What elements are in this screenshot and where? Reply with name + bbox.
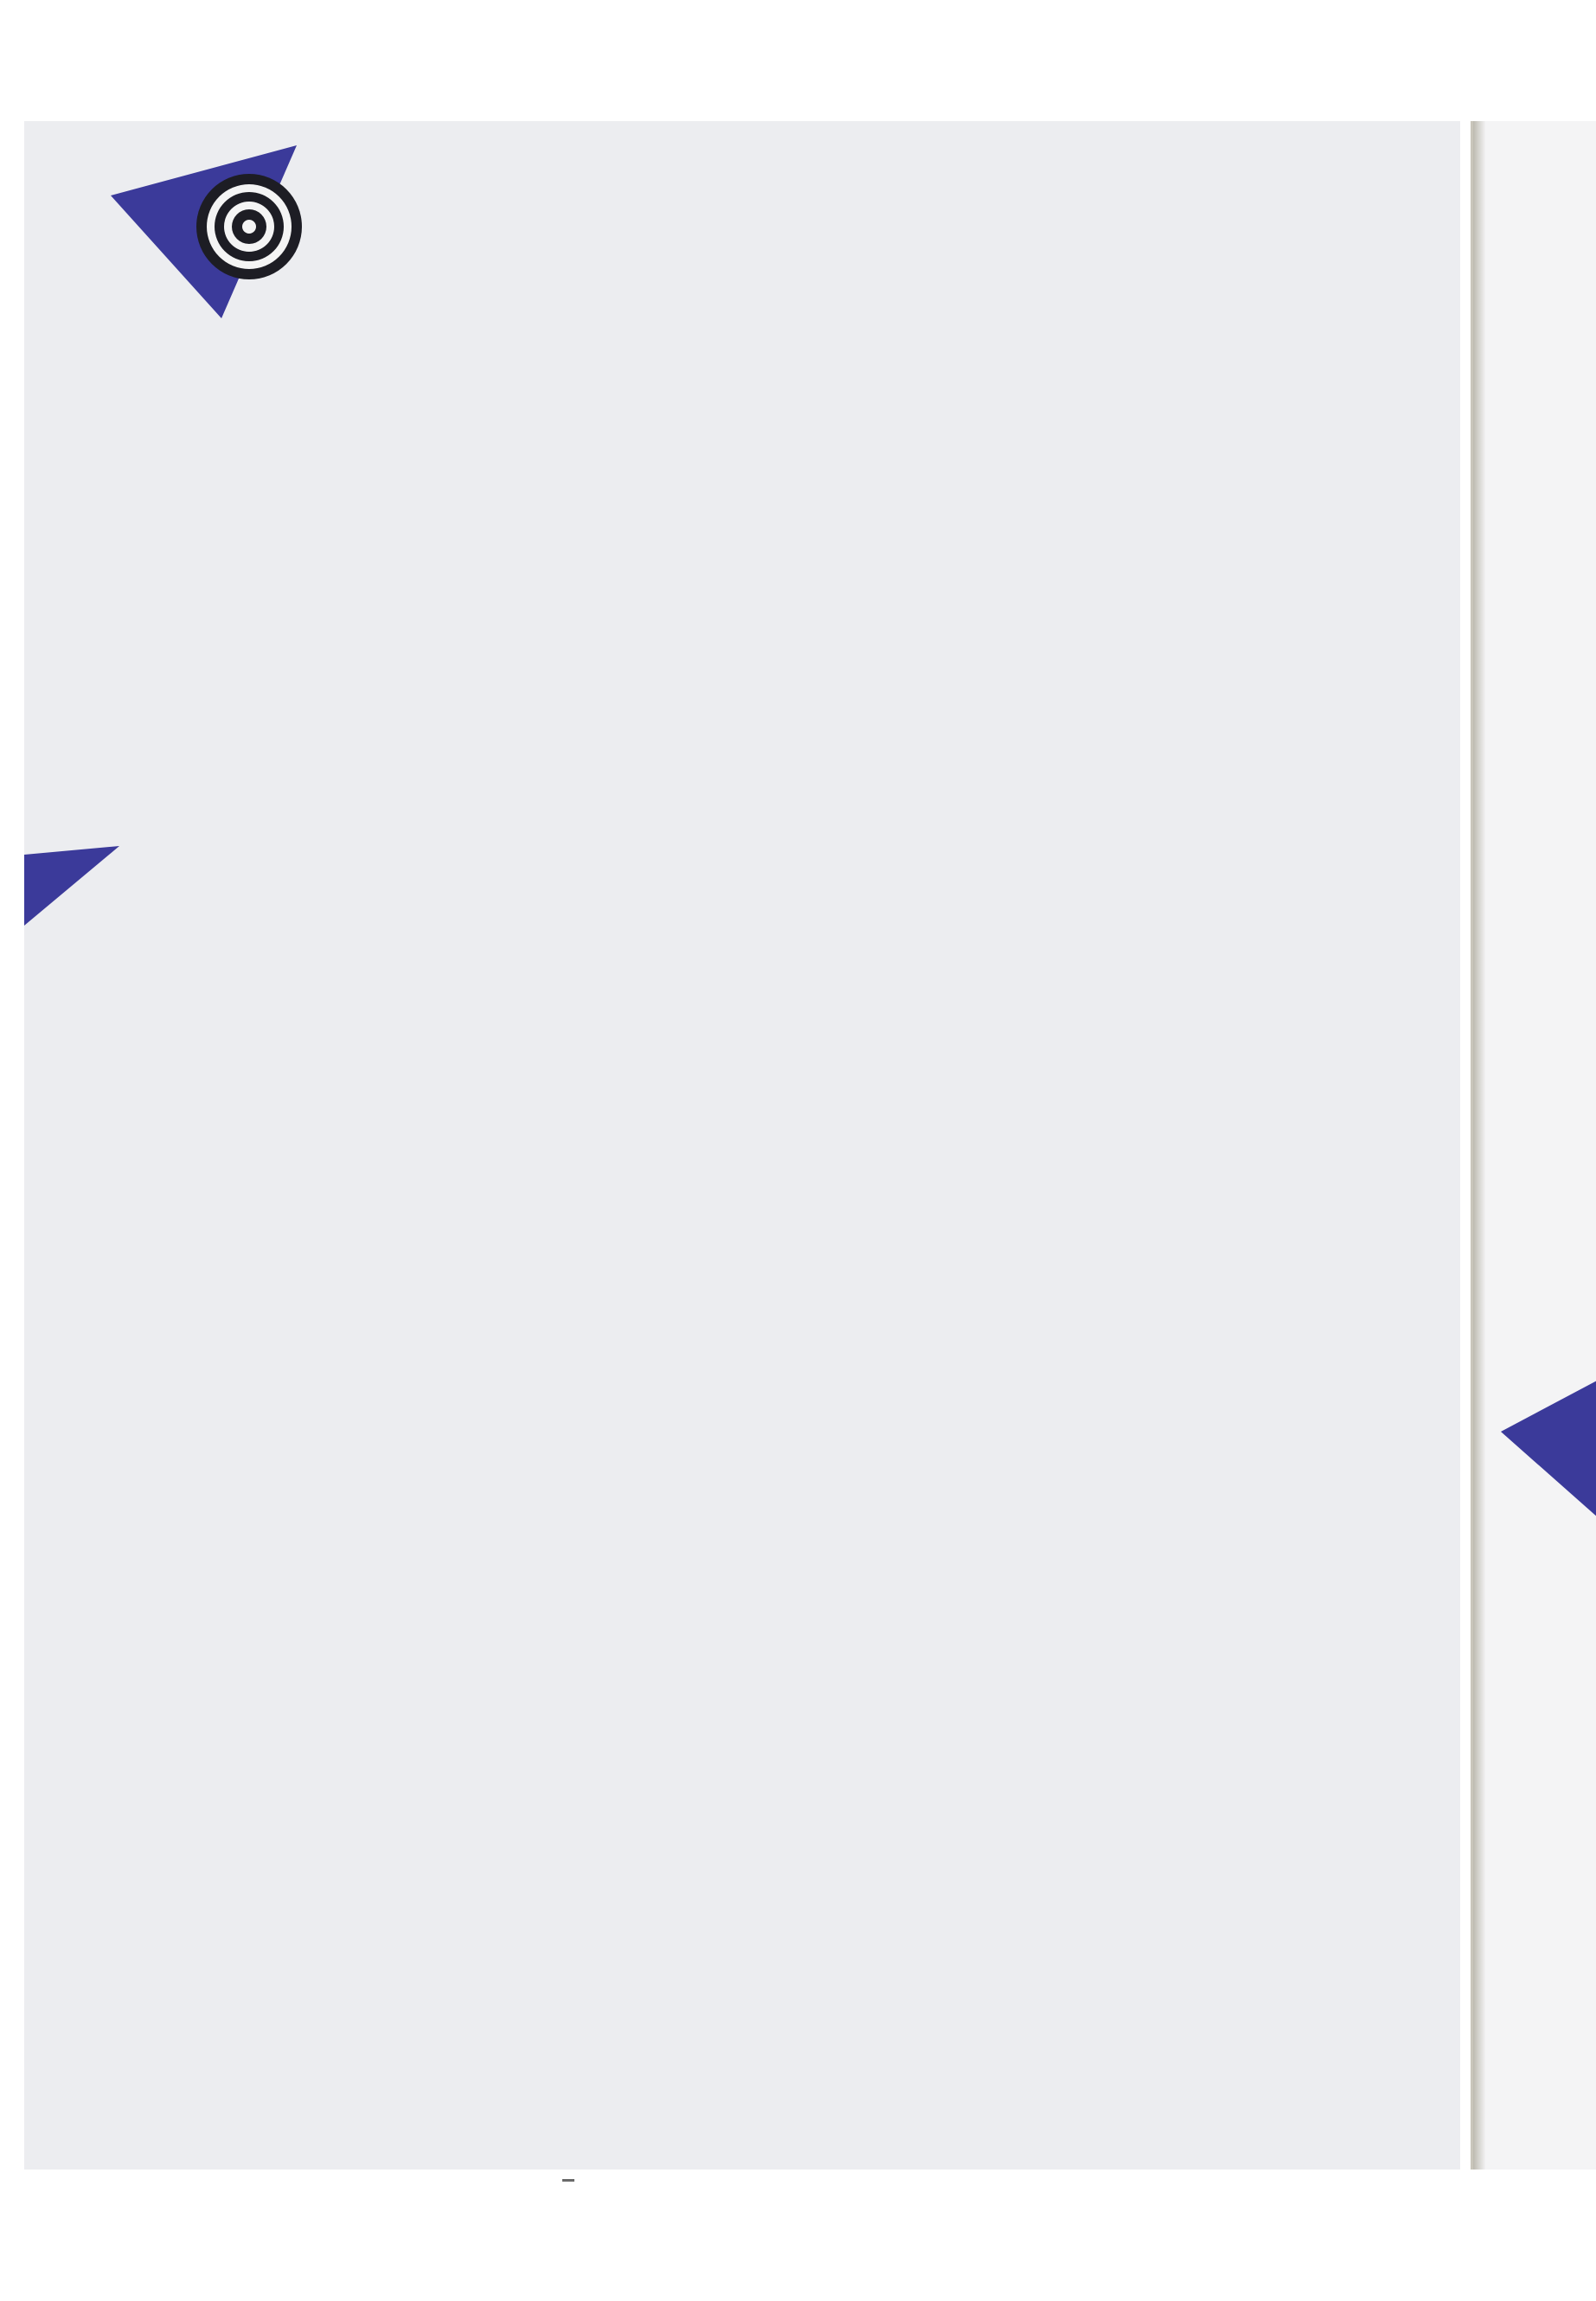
next-page-triangle-icon — [1501, 1380, 1596, 1518]
page-fold — [1473, 121, 1485, 2170]
next-page-edge — [1471, 121, 1596, 2170]
column-2 — [556, 597, 958, 614]
page-number-tab-icon — [24, 846, 119, 926]
target-logo-icon — [111, 145, 353, 318]
column-1 — [134, 592, 536, 609]
scan-mark — [562, 2179, 574, 2182]
magazine-page — [24, 121, 1460, 2170]
column-3 — [977, 343, 1386, 360]
